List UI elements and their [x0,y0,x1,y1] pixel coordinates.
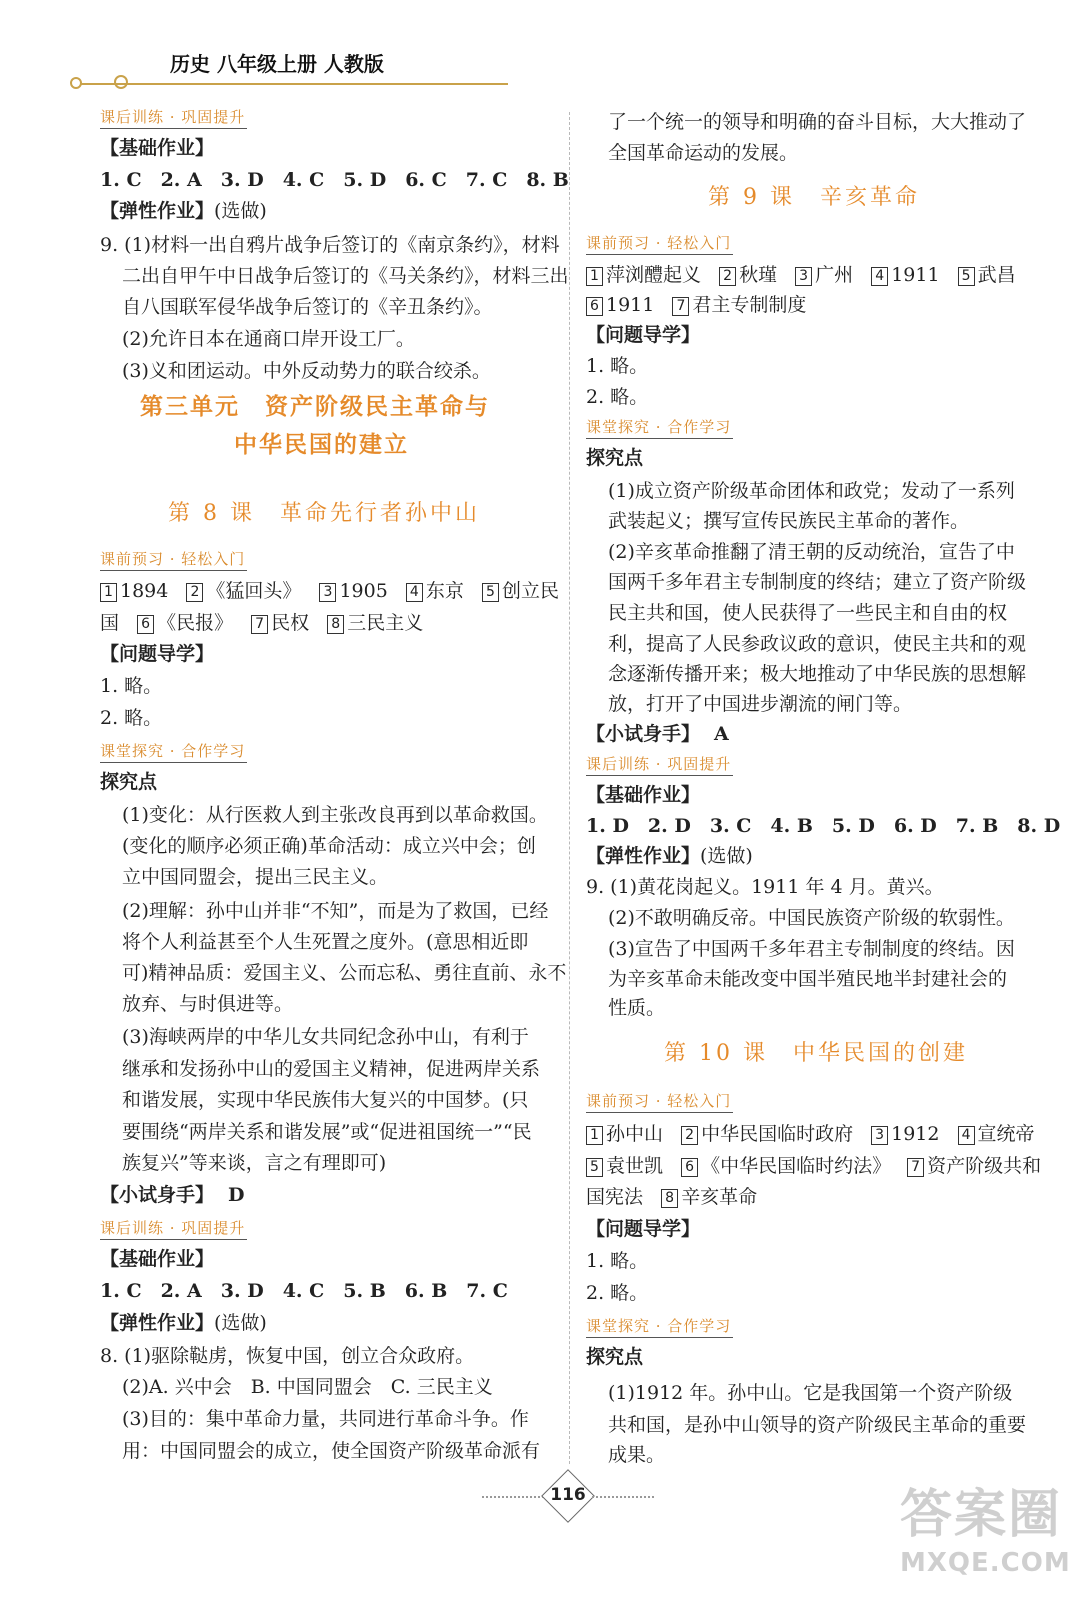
section-heading: 【问题导学】 [586,324,701,346]
watermark-logo [900,1480,1080,1590]
preview-item: 3 1905 [319,580,387,602]
answer-line: 2. 略。 [586,386,649,408]
try-answer: D [228,1184,245,1206]
answer-line: 性质。 [608,997,666,1019]
answer-line: 成果。 [608,1444,666,1466]
page-number-block [482,1474,662,1524]
preview-line [586,1151,1041,1182]
section-tag: 课后训练 · 巩固提升 [100,106,247,129]
answer-line: (2)辛亥革命推翻了清王朝的反动统治，宣告了中 [608,541,1015,563]
section-heading: 探究点 [586,447,644,469]
section-tag: 课后训练 · 巩固提升 [586,753,733,776]
answer-line: 了一个统一的领导和明确的奋斗目标，大大推动了 [608,111,1027,133]
answer-line: 民主共和国，使人民获得了一些民主和自由的权 [608,602,1008,624]
watermark-text: 答案圈 [900,1485,1063,1545]
answer-line: 族复兴”等来谈，言之有理即可) [122,1152,387,1174]
page-number-dots [592,1496,654,1498]
answer-line: 全国革命运动的发展。 [608,142,799,164]
answer-line: (1)成立资产阶级革命团体和政党；发动了一系列 [608,480,1015,502]
answer-line: 二出自甲午中日战争后签订的《马关条约》，材料三出 [122,265,569,287]
lesson-title: 第 8 课 革命先行者孙中山 [168,501,480,526]
answer-line: 将个人利益甚至个人生死置之度外。(意思相近即 [122,931,529,953]
preview-item: 3 广州 [795,264,853,286]
section-heading: 【弹性作业】 [100,200,215,222]
answer-line: (3)宣告了中国两千多年君主专制制度的终结。因 [608,938,1015,960]
preview-item: 1 孙中山 [586,1123,663,1145]
preview-item: 1 1894 [100,580,168,602]
preview-item: 1 萍浏醴起义 [586,264,701,286]
section-tag: 课前预习 · 轻松入门 [586,1090,733,1113]
unit-title: 中华民国的建立 [234,432,409,458]
section-tag: 课前预习 · 轻松入门 [586,232,733,255]
answer-line: 和谐发展，实现中华民族伟大复兴的中国梦。(只 [122,1089,529,1111]
answer-line: (1)1912 年。孙中山。它是我国第一个资产阶级 [608,1382,1013,1404]
section-tag: 课前预习 · 轻松入门 [100,548,247,571]
preview-item: 4 宣统帝 [958,1123,1035,1145]
answer-line: 9. (1)材料一出自鸦片战争后签订的《南京条约》，材料 [100,234,560,256]
section-heading: 【弹性作业】 [586,845,701,867]
preview-item: 7 民权 [251,612,309,634]
optional-note: (选做) [214,1312,267,1334]
section-tag: 课堂探究 · 合作学习 [586,416,733,439]
answer-line: 放弃、与时俱进等。 [122,993,294,1015]
preview-item: 国宪法 [586,1186,644,1208]
answer-line: 利，提高了人民参政议政的意识，使民主共和的观 [608,633,1027,655]
section-heading: 【小试身手】 [586,723,701,745]
answer-line: 9. (1)黄花岗起义。1911 年 4 月。黄兴。 [586,876,944,898]
preview-item: 2 秋瑾 [719,264,777,286]
section-heading-line [586,841,753,872]
try-line [100,1180,245,1211]
answer-line: 2. 略。 [586,1282,649,1304]
section-heading-line [100,1308,267,1339]
header-ornament-dot [114,75,128,89]
answer-line: (2)理解：孙中山并非“不知”，而是为了救国，已经 [122,900,549,922]
answer-line: 1. D 2. D 3. C 4. B 5. D 6. D 7. B 8. D [586,815,1061,837]
column-divider [569,112,570,1464]
preview-item: 7 资产阶级共和 [907,1155,1041,1177]
answer-line: 2. 略。 [100,707,163,729]
lesson-title: 第 10 课 中华民国的创建 [664,1041,968,1066]
section-tag: 课堂探究 · 合作学习 [586,1315,733,1338]
preview-item: 2 中华民国临时政府 [681,1123,853,1145]
answer-line: 8. (1)驱除鞑虏，恢复中国，创立合众政府。 [100,1345,475,1367]
preview-item: 国 [100,612,120,634]
preview-line [586,290,806,321]
preview-item: 5 武昌 [958,264,1016,286]
section-heading: 【问题导学】 [586,1218,701,1240]
preview-item: 4 东京 [406,580,464,602]
preview-item: 8 辛亥革命 [661,1186,757,1208]
answer-line: 立中国同盟会，提出三民主义。 [122,866,389,888]
section-heading: 【小试身手】 [100,1184,215,1206]
answer-line: 要围绕“两岸关系和谐发展”或“促进祖国统一”“民 [122,1121,532,1143]
answer-line: 自八国联军侵华战争后签订的《辛丑条约》。 [122,296,493,318]
page-number: 116 [550,1485,586,1505]
preview-item: 6 1911 [586,294,654,316]
try-answer: A [714,723,729,745]
answer-line: (变化的顺序必须正确)革命活动：成立兴中会；创 [122,835,536,857]
page-header-title: 历史 八年级上册 人教版 [170,52,384,76]
answer-line: 1. 略。 [100,675,163,697]
preview-line [586,1182,757,1213]
preview-item: 6 《民报》 [137,612,233,634]
section-heading: 探究点 [100,771,158,793]
page-number-dots [482,1496,544,1498]
preview-line [586,1119,1035,1150]
answer-line: 1. 略。 [586,355,649,377]
section-heading: 【基础作业】 [100,137,215,159]
unit-title: 第三单元 资产阶级民主革命与 [140,394,490,420]
section-heading: 探究点 [586,1346,644,1368]
preview-item: 5 袁世凯 [586,1155,663,1177]
optional-note: (选做) [700,845,753,867]
preview-item: 5 创立民 [482,580,559,602]
preview-item: 8 三民主义 [327,612,423,634]
answer-line: (2)不敢明确反帝。中国民族资产阶级的软弱性。 [608,907,1015,929]
preview-line [586,260,1016,291]
answer-line: 继承和发扬孙中山的爱国主义精神，促进两岸关系 [122,1058,541,1080]
preview-item: 3 1912 [871,1123,939,1145]
try-line [586,719,729,750]
preview-item: 7 君主专制制度 [672,294,806,316]
section-heading: 【弹性作业】 [100,1312,215,1334]
answer-line: 放，打开了中国进步潮流的闸门等。 [608,693,913,715]
answer-line: 为辛亥革命未能改变中国半殖民地半封建社会的 [608,968,1008,990]
answer-line: 可)精神品质：爱国主义、公而忘私、勇往直前、永不 [122,962,567,984]
section-tag: 课后训练 · 巩固提升 [100,1217,247,1240]
section-heading: 【问题导学】 [100,643,215,665]
answer-line: 国两千多年君主专制制度的终结；建立了资产阶级 [608,571,1027,593]
preview-item: 6 《中华民国临时约法》 [681,1155,891,1177]
answer-line: 1. C 2. A 3. D 4. C 5. D 6. C 7. C 8. B [100,169,569,191]
answer-line: (3)义和团运动。中外反动势力的联合绞杀。 [122,360,491,382]
answer-line: 1. C 2. A 3. D 4. C 5. B 6. B 7. C [100,1280,508,1302]
section-heading: 【基础作业】 [586,784,701,806]
preview-item: 4 1911 [871,264,939,286]
optional-note: (选做) [214,200,267,222]
answer-line: (1)变化：从行医救人到主张改良再到以革命救国。 [122,804,548,826]
answer-line: (2)A. 兴中会 B. 中国同盟会 C. 三民主义 [122,1376,493,1398]
watermark-url: MXQE.COM [900,1548,1071,1578]
preview-line [100,576,559,607]
answer-line: 念逐渐传播开来；极大地推动了中华民族的思想解 [608,663,1027,685]
answer-line: (2)允许日本在通商口岸开设工厂。 [122,328,415,350]
answer-line: (3)目的：集中革命力量，共同进行革命斗争。作 [122,1408,529,1430]
section-heading-line [100,196,267,227]
answer-line: (3)海峡两岸的中华儿女共同纪念孙中山，有利于 [122,1026,529,1048]
section-tag: 课堂探究 · 合作学习 [100,740,247,763]
answer-line: 用：中国同盟会的成立，使全国资产阶级革命派有 [122,1440,541,1462]
lesson-title: 第 9 课 辛亥革命 [708,185,920,210]
preview-line [100,608,423,639]
header-rule [80,83,508,85]
answer-line: 武装起义；撰写宣传民族民主革命的著作。 [608,510,970,532]
answer-line: 共和国，是孙中山领导的资产阶级民主革命的重要 [608,1414,1027,1436]
section-heading: 【基础作业】 [100,1248,215,1270]
preview-item: 2 《猛回头》 [186,580,301,602]
answer-line: 1. 略。 [586,1250,649,1272]
page-header [70,48,510,96]
